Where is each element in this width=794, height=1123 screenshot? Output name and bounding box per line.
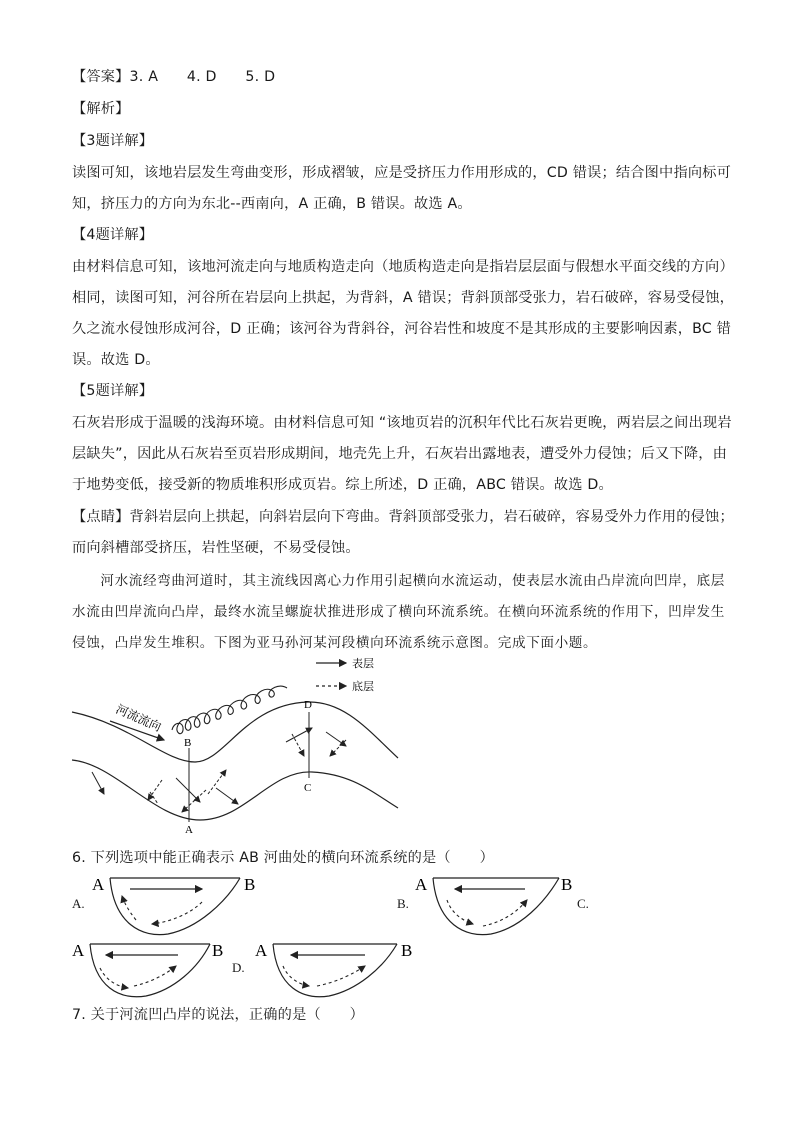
surface-arrow	[92, 772, 104, 794]
material-text-3: 侵蚀，凸岸发生堆积。下图为亚马孙河某河段横向环流系统示意图。完成下面小题。	[72, 635, 598, 651]
option-c-left-bank: A	[72, 941, 85, 960]
bottom-flow-arrow	[317, 966, 365, 986]
tip-text-2: 而向斜槽部受挤压，岩性坚硬，不易受侵蚀。	[72, 540, 360, 556]
option-a-right-bank: B	[244, 875, 256, 894]
option-b-diagram[interactable]	[413, 872, 583, 942]
river-lower-bank	[72, 760, 398, 820]
bottom-arrow	[208, 770, 226, 794]
channel-bed	[110, 878, 240, 935]
q5-text-2: 层缺失”，因此从石灰岩至页岩形成期间，地壳先上升，石灰岩出露地表，遭受外力侵蚀；后又下降，由	[72, 446, 727, 462]
river-flow-label: 河流流向	[113, 701, 164, 735]
option-d-diagram[interactable]	[253, 938, 423, 1008]
option-c-label[interactable]: C.	[577, 896, 589, 911]
q3-text-1: 读图可知，该地岩层发生弯曲变形，形成褶皱，应是受挤压力作用形成的，CD 错误；结合图中指向标可	[72, 165, 731, 181]
bottom-flow-arrow	[152, 902, 202, 924]
q5-heading: 【5题详解】	[72, 383, 154, 399]
option-a-label[interactable]: A.	[72, 896, 85, 911]
bottom-arrow	[182, 790, 206, 812]
channel-bed	[273, 944, 397, 997]
material-text-1: 河水流经弯曲河道时，其主流线因离心力作用引起横向水流运动，使表层水流由凸岸流向凹岸，底层	[72, 573, 725, 589]
channel-bed	[433, 878, 559, 935]
surface-arrow	[216, 788, 238, 804]
point-a-label: A	[185, 824, 193, 836]
option-b-label[interactable]: B.	[397, 896, 409, 911]
option-b-left-bank: A	[415, 875, 428, 894]
analysis-heading: 【解析】	[72, 101, 130, 117]
point-b-label: B	[184, 737, 192, 749]
option-d-left-bank: A	[255, 941, 268, 960]
bottom-flow-arrow	[122, 896, 136, 920]
bottom-flow-arrow	[447, 900, 473, 924]
q3-heading: 【3题详解】	[72, 133, 154, 149]
tip-text-1: 【点睛】背斜岩层向上拱起，向斜岩层向下弯曲。背斜顶部受张力，岩石破碎，容易受外力作用的侵蚀；	[72, 509, 734, 525]
material-text-2: 水流由凹岸流向凸岸，最终水流呈螺旋状推进形成了横向环流系统。在横向环流系统的作用下，凹岸发生	[72, 604, 725, 620]
point-d-label: D	[304, 699, 312, 711]
bottom-arrow	[330, 740, 346, 756]
q5-text-3: 于地势变低，接受新的物质堆积形成页岩。综上所述，D 正确，ABC 错误。故选 D。	[72, 477, 613, 493]
option-b-right-bank: B	[561, 875, 573, 894]
legend-bottom-label: 底层	[352, 681, 374, 693]
q3-text-2: 知，挤压力的方向为东北--西南向，A 正确，B 错误。故选 A。	[72, 196, 472, 212]
option-c-diagram[interactable]	[70, 938, 230, 1008]
q4-text-1: 由材料信息可知，该地河流走向与地质构造走向（地质构造走向是指岩层层面与假想水平面交线的方向）	[72, 259, 734, 275]
answer-line: 【答案】3. A 4. D 5. D	[72, 69, 276, 85]
point-c-label: C	[304, 782, 312, 794]
option-d-right-bank: B	[401, 941, 413, 960]
surface-arrow	[286, 728, 312, 742]
option-d-label[interactable]: D.	[232, 960, 245, 975]
bottom-flow-arrow	[134, 966, 176, 986]
q4-text-3: 久之流水侵蚀形成河谷，D 正确；该河谷为背斜谷，河谷岩性和坡度不是其形成的主要影响因素，BC 错	[72, 321, 731, 337]
legend-surface-label: 表层	[352, 658, 374, 670]
bottom-arrow	[148, 780, 162, 800]
spiral-flow-line	[172, 686, 287, 733]
q4-heading: 【4题详解】	[72, 227, 154, 243]
channel-bed	[90, 944, 210, 997]
question-6: 6. 下列选项中能正确表示 AB 河曲处的横向环流系统的是（ ）	[72, 850, 494, 866]
river-figure	[60, 652, 410, 837]
q4-text-4: 误。故选 D。	[72, 352, 160, 368]
option-a-left-bank: A	[92, 875, 105, 894]
bottom-flow-arrow	[483, 900, 527, 926]
surface-arrow	[326, 732, 346, 746]
option-a-diagram[interactable]	[90, 872, 265, 942]
bottom-flow-arrow	[100, 968, 128, 988]
question-7: 7. 关于河流凹凸岸的说法，正确的是（ ）	[72, 1007, 365, 1023]
q5-text-1: 石灰岩形成于温暖的浅海环境。由材料信息可知 “该地页岩的沉积年代比石灰岩更晚，两岩层之间出现岩	[72, 415, 732, 431]
option-c-right-bank: B	[212, 941, 224, 960]
q4-text-2: 相同，读图可知，河谷所在岩层向上拱起，为背斜，A 错误；背斜顶部受张力，岩石破碎，容易受侵蚀，	[72, 290, 735, 306]
